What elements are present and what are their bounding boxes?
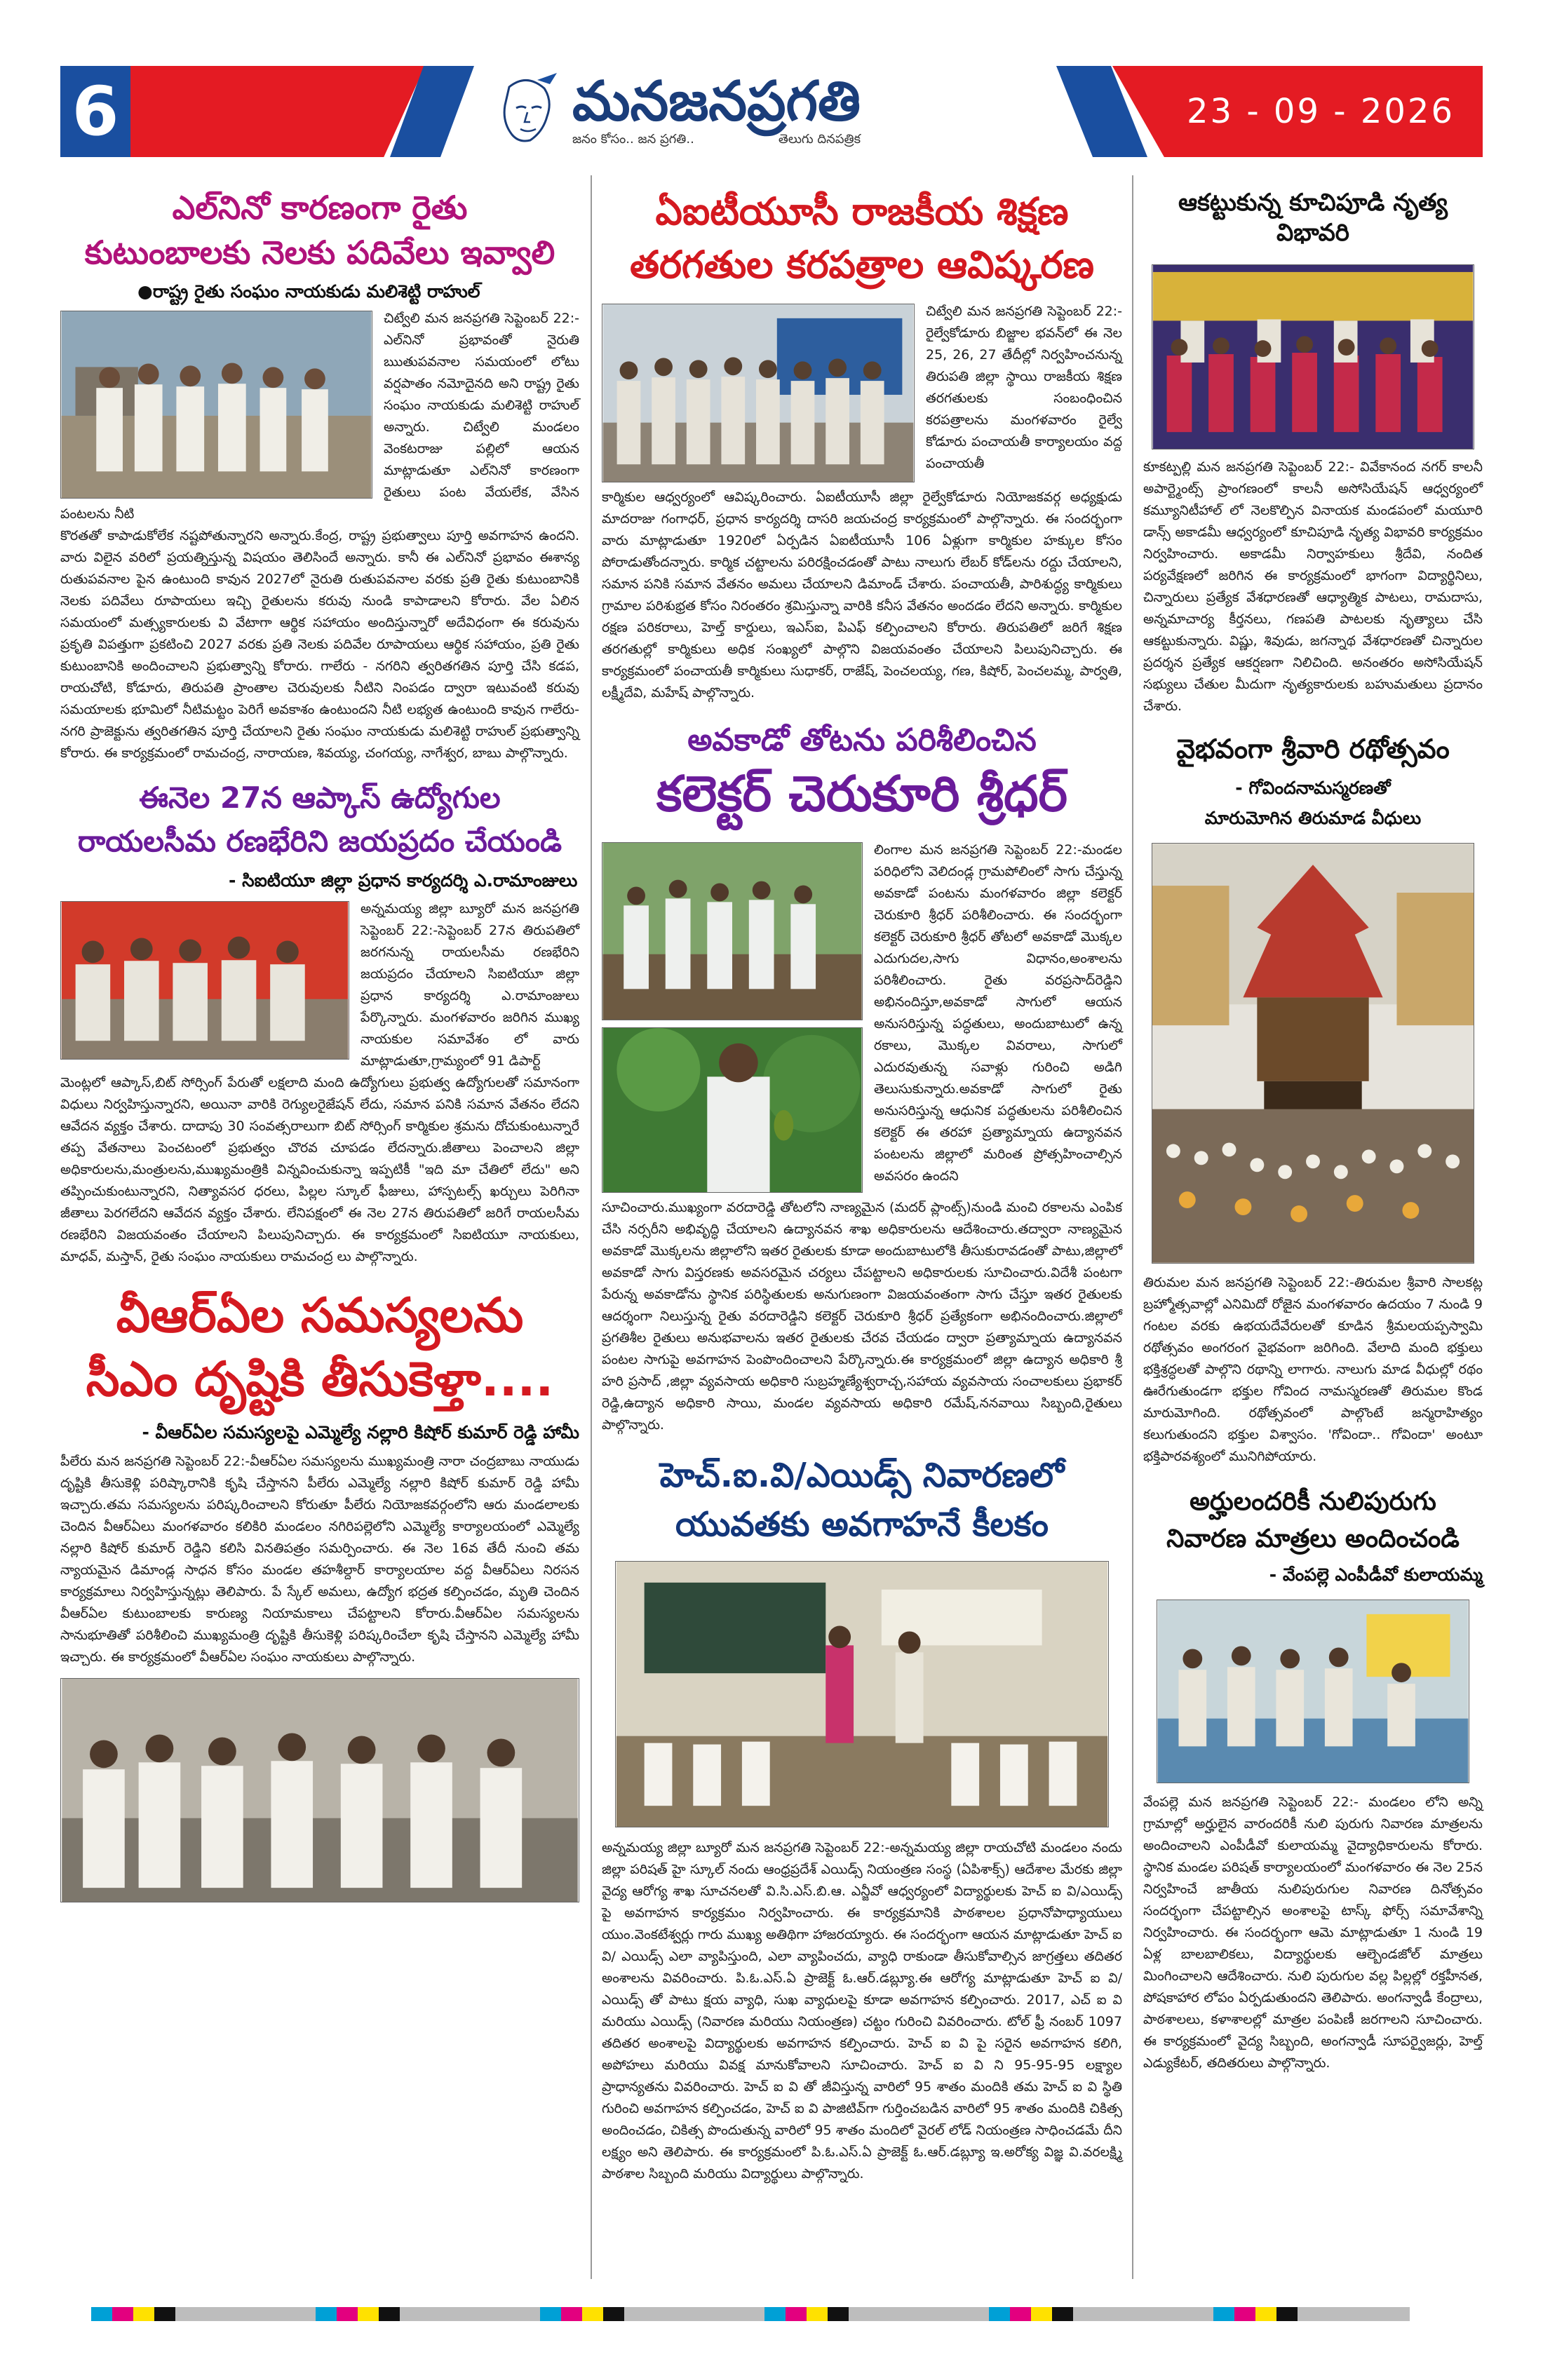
article-subhead: - సిఐటియూ జిల్లా ప్రధాన కార్యదర్శి ఎ.రామాంజులు	[229, 870, 578, 891]
article-elnino	[60, 188, 579, 764]
headline-line-2: యువతకు అవగాహనే కీలకం	[675, 1504, 1049, 1544]
farmers-group-photo	[60, 311, 372, 499]
article-apcos	[60, 780, 579, 1268]
headline-line-1: హెచ్.ఐ.వి/ఎయిడ్స్ నివారణలో	[659, 1455, 1065, 1495]
article-hiv-awareness	[602, 1454, 1122, 2185]
masthead	[60, 66, 1483, 157]
paper-name: మనజనప్రగతి	[572, 69, 861, 133]
temple-chariot-photo	[1152, 843, 1474, 1264]
headline: ఆకట్టుకున్న కూచిపూడి నృత్య విభావరి	[1178, 189, 1448, 247]
headline-line-2: తరగతుల కరపత్రాల ఆవిష్కరణ	[629, 242, 1095, 287]
newspaper-logo	[474, 66, 1056, 157]
article-deworming	[1143, 1486, 1483, 2074]
founder-portrait-icon	[488, 73, 565, 150]
paper-tagline-left: జనం కోసం.. జన ప్రగతి..	[572, 131, 694, 147]
pamphlet-release-photo	[602, 304, 915, 482]
headline-line-1: అవకాడో తోటను పరిశీలించిన	[687, 722, 1037, 758]
print-registration-bar	[49, 2307, 1494, 2321]
headline-line-2: రాయలసీమ రణభేరిని జయప్రదం చేయండి	[77, 824, 562, 859]
headline-line-1: వీఆర్ఏల సమస్యలను	[116, 1287, 524, 1344]
article-body: వేంపల్లె మన జనప్రగతి సెప్టెంబర్ 22:- మండలం లోని అన్ని గ్రామాల్లో అర్హులైన వారందరికీ నులి పురుగు నివారణ మాత్రలను అందించాలని ఎంపీడీవో కులాయమ్మ వైద్యాధికారులను కోరారు. స్థానిక మండల పరిషత్ కార్యాలయంలో మంగళవారం ఈ నెల 25న నిర్వహించే జాతీయ నులిపురుగుల నివారణ దినోత్సవం సందర్భంగా చేపట్టాల్సిన అంశాలపై టాస్క్ ఫోర్స్ సమావేశాన్ని నిర్వహించారు. ఈ సందర్భంగా ఆమె మాట్లాడుతూ 1 నుండి 19 ఏళ్ల బాలబాలికలు, విద్యార్థులకు ఆల్బెండజోల్ మాత్రలు మింగించాలని ఆదేశించారు. నులి పురుగుల వల్ల పిల్లల్లో రక్తహీనత, పోషకాహార లోపం ఏర్పడుతుందని తెలిపారు. అంగన్వాడీ కేంద్రాలు, పాఠశాలలు, కళాశాలల్లో మాత్రల పంపిణీ జరగాలని సూచించారు. ఈ కార్యక్రమంలో వైద్య సిబ్బంది, అంగన్వాడీ సూపర్వైజర్లు, హెల్త్ ఎడ్యుకేటర్, తదితరులు పాల్గొన్నారు.	[1143, 1794, 1483, 2071]
headline-line-1: ఈనెల 27న ఆప్కాస్ ఉద్యోగుల	[139, 780, 501, 815]
paper-tagline-right: తెలుగు దినపత్రిక	[778, 131, 861, 147]
headline-line-2: నివారణ మాత్రలు అందించండి	[1166, 1524, 1460, 1553]
headline-line-1: ఏఐటీయూసీ రాజకీయ శిక్షణ	[655, 189, 1069, 234]
article-body: అన్నమయ్య జిల్లా బ్యూరో మన జనప్రగతి సెప్టెంబర్ 22:-సెప్టెంబర్ 27న తిరుపతిలో జరగనున్న రాయలసీమ రణభేరిని జయప్రదం చేయాలని సిఐటియూ జిల్లా ప్రధాన కార్యదర్శి ఎ.రామాంజులు పేర్కొన్నారు. మంగళవారం జరిగిన ముఖ్య నాయకుల సమావేశం లో వారు మాట్లాడుతూ,గ్రామ్యంలో 91 డిపార్ట్	[361, 900, 579, 1069]
union-meeting-photo	[60, 901, 349, 1060]
article-body: పీలేరు మన జనప్రగతి సెప్టెంబర్ 22:-వీఆర్ఏల సమస్యలను ముఖ్యమంత్రి నారా చంద్రబాబు నాయుడు దృష్టికి తీసుకెళ్లి పరిష్కారానికి కృషి చేస్తానని పీలేరు ఎమ్మెల్యే నల్లారి కిషోర్ కుమార్ రెడ్డి హామీ ఇచ్చారు.తమ సమస్యలను పరిష్కరించాలని కోరుతూ పీలేరు నియోజకవర్గంలోని ఆరు మండలాలకు చెందిన వీఆర్ఏలు మంగళవారం కలికిరి మండలం నగిరిపల్లెలోని ఎమ్మెల్యే కార్యాలయంలో ఎమ్మెల్యే నల్లారి కిషోర్ కుమార్ రెడ్డిని కలిసి వినతిపత్రం సమర్పించారు. ఈ నెల 16వ తేదీ నుంచి తమ న్యాయమైన డిమాండ్ల సాధన కోసం మండల తహశీల్దార్ కార్యాలయాల వద్ద వీఆర్ఏలు నిరసన కార్యక్రమాలు నిర్వహిస్తున్నట్లు తెలిపారు. పే స్కేల్ అమలు, ఉద్యోగ భద్రత కల్పించడం, మృతి చెందిన వీఆర్ఏల కుటుంబాలకు కారుణ్య నియామకాలు చేపట్టాలని కోరారు.వీఆర్ఏల సమస్యలను సానుభూతితో పరిశీలించి ముఖ్యమంత్రి దృష్టికి తీసుకెళ్లి పరిష్కరించేలా కృషి చేస్తానని ఎమ్మెల్యే హామీ ఇచ్చారు. ఈ కార్యక్రమంలో వీఆర్ఏల సంఘం నాయకులు పాల్గొన్నారు.	[60, 1454, 579, 1665]
article-body: అన్నమయ్య జిల్లా బ్యూరో మన జనప్రగతి సెప్టెంబర్ 22:-అన్నమయ్య జిల్లా రాయచోటి మండలం నందు జిల్లా పరిషత్ హై స్కూల్ నందు ఆంధ్రప్రదేశ్ ఎయిడ్స్ నియంత్రణ సంస్థ (ఏపిశాక్స్) ఆదేశాల మేరకు జిల్లా వైద్య ఆరోగ్య శాఖ సూచనలతో వి.సి.ఎస్.బి.ఆ. ఎన్జీవో ఆధ్వర్యంలో విద్యార్థులకు హెచ్ ఐ వి/ఎయిడ్స్ పై అవగాహన కార్యక్రమం నిర్వహించారు. ఈ కార్యక్రమానికి పాఠశాలల ప్రధానోపాధ్యాయులు యుం.వెంకటేశ్వర్లు గారు ముఖ్య అతిథిగా హాజరయ్యారు. ఈ సందర్భంగా ఆయన మాట్లాడుతూ హెచ్ ఐ వి/ ఎయిడ్స్ ఎలా వ్యాపిస్తుంది, ఎలా వ్యాపించదు, వ్యాధి రాకుండా తీసుకోవాల్సిన జాగ్రత్తలు తదితర అంశాలను వివరించారు. పి.ఓ.ఎస్.ఏ ప్రాజెక్ట్ ఓ.ఆర్.డబ్ల్యూ.ఈ ఆరోగ్య మాట్లాడుతూ హెచ్ ఐ వి/ఎయిడ్స్ తో పాటు క్షయ వ్యాధి, సుఖ వ్యాధులపై కూడా అవగాహన కల్పించారు. 2017, ఎచ్ ఐ వి మరియు ఎయిడ్స్ (నివారణ మరియు నియంత్రణ) చట్టం గురించి వివరించారు. టోల్ ఫ్రీ నంబర్ 1097 తదితర అంశాలపై విద్యార్థులకు అవగాహన కల్పించారు. హెచ్ ఐ వి పై సరైన అవగాహన కలిగి, అపోహలు మరియు వివక్ష మానుకోవాలని సూచించారు. హెచ్ ఐ వి ని 95-95-95 లక్ష్యాల ప్రాధాన్యతను వివరించారు. హెచ్ ఐ వి తో జీవిస్తున్న వారిలో 95 శాతం మందికి తమ హెచ్ ఐ వి స్థితి గురించి అవగాహన కల్పించడం, హెచ్ ఐ వి పాజిటివ్‌గా గుర్తించబడిన వారిలో 95 శాతం మందికి చికిత్స అందించడం, చికిత్స పొందుతున్న వారిలో 95 శాతం మందిలో వైరల్ లోడ్ నియంత్రణ సాధించడమే దీని లక్ష్యం అని తెలిపారు. ఈ కార్యక్రమంలో పి.ఓ.ఎస్.ఏ ప్రాజెక్ట్ ఓ.ఆర్.డబ్ల్యూ ఇ.అరోక్య విజ్ఞ వి.వరలక్ష్మి పాఠశాల సిబ్బంది మరియు విద్యార్థులు పాల్గొన్నారు.	[602, 1839, 1122, 2182]
article-body: చిట్వేలి మన జనప్రగతి సెప్టెంబర్ 22:-రైల్వేకోడూరు బిజ్జాల భవన్‌లో ఈ నెల 25, 26, 27 తేదీల్లో నిర్వహించనున్న తిరుపతి జిల్లా స్థాయి రాజకీయ శిక్షణ తరగతులకు సంబంధించిన కరపత్రాలను మంగళవారం రైల్వే కోడూరు పంచాయతీ కార్యాలయం వద్ద పంచాయతీ	[926, 304, 1122, 471]
article-aituc	[602, 188, 1122, 704]
article-avocado	[602, 721, 1122, 1436]
article-body-continued: మెంట్లలో ఆప్కాస్,బిట్ సోర్సింగ్ పేరుతో లక్షలాది మంది ఉద్యోగులు ప్రభుత్వ ఉద్యోగులతో సమానంగా విధులు నిర్వహిస్తున్నారని, అయినా వారికి రెగ్యులరైజేషన్ లేదు, సమాన పనికి సమాన వేతనం లేదని ఆవేదన వ్యక్తం చేశారు. దాదాపు 30 సంవత్సరాలుగా బిట్ సోర్సింగ్ కార్మికుల శ్రమను దోచుకుంటున్నారే తప్ప వేతనాలు పెంచటంలో ప్రభుత్వం చొరవ చూపడం లేదన్నారు.జీతాలు పెంచాలని జిల్లా అధికారులను,మంత్రులను,ముఖ్యమంత్రికి విన్నవించుకున్నా ఇప్పటికీ "ఇది మా చేతిలో లేదు" అని తప్పించుకుంటున్నారని, నిత్యావసర ధరలు, పిల్లల స్కూల్ ఫీజులు, హాస్పటల్స్ ఖర్చులు పెరిగినా జీతాలు పెరగలేదని ఆవేదన వ్యక్తం చేశారు. లేనిపక్షంలో ఈ నెల 27న తిరుపతిలో జరిగే రాయలసీమ రణభేరిని విజయవంతం చేయాలని పిలుపునిచ్చారు. ఈ కార్యక్రమంలో సిఐటియూ నాయకులు, మాధవ్, మస్తాన్, రైతు సంఘం నాయకులు రామచంద్ర లు పాల్గొన్నారు.	[60, 1074, 579, 1264]
article-body: కూకట్పల్లి మన జనప్రగతి సెప్టెంబర్ 22:- వివేకానంద నగర్ కాలనీ అపార్ట్మెంట్స్ ప్రాంగణంలో కాలనీ అసోసియేషన్ ఆధ్వర్యంలో కమ్యూనిటీహాల్ లో నెలకొల్పిన వినాయక మండపంలో మయూరి డాన్స్ అకాడమీ ఆధ్వర్యంలో కూచిపూడి నృత్య విభావరి కార్యక్రమం నిర్వహించారు. అకాడమీ నిర్వాహకులు శ్రీదేవి, నందిత పర్యవేక్షణలో జరిగిన ఈ కార్యక్రమంలో భాగంగా విద్యార్థినిలు, చిన్నారులు ప్రత్యేక వేశధారణతో ఆధ్యాత్మిక పాటలు, రామదాసు, అన్నమాచార్య కీర్తనలు, గణపతి పాటలకు నృత్యాలు చేసి ఆకట్టుకున్నారు. విష్ణు, శివుడు, జగన్నాథ వేశధారణతో చిన్నారుల ప్రదర్శన ప్రత్యేక ఆకర్షణగా నిలిచింది. అనంతరం అసోసియేషన్ సభ్యులు చేతుల మీదుగా నృత్యకారులకు బహుమతులు ప్రదానం చేశారు.	[1143, 459, 1483, 714]
article-body-continued: సూచించారు.ముఖ్యంగా వరదారెడ్డి తోటలోని నాణ్యమైన (మదర్ ప్లాంట్స్)నుండి మంచి రకాలను ఎంపిక చేసి నర్సరీని అభివృద్ధి చేయాలని ఉద్యానవన శాఖ అధికారులను ఆదేశించారు.తద్వారా నాణ్యమైన అవకాడో మొక్కలను జిల్లాలోని ఇతర రైతులకు కూడా అందుబాటులోకి తీసుకురావడంతో పాటు,జిల్లాలో అవకాడో సాగు విస్తరణకు అవసరమైన చర్యలు చేపట్టాలని అధికారులకు సూచించారు.విదేశీ పంటగా పేరున్న అవకాడోను స్థానిక పరిస్థితులకు అనుగుణంగా విజయవంతంగా సాగు చేస్తూ ఇతర రైతులకు ఆదర్శంగా నిలుస్తున్న రైతు వరదారెడ్డిని కలెక్టర్ చెరుకూరి శ్రీధర్ ప్రత్యేకంగా అభినందించారు.జిల్లాలో ప్రగతిశీల రైతులు అనుభవాలను ఇతర రైతులకు చేరవ చేయడం ద్వారా ప్రత్యామ్నాయ ఉద్యానవన పంటల సాగుపై అవగాహన పెంపొందించాలని పేర్కొన్నారు.ఈ కార్యక్రమంలో జిల్లా ఉద్యాన అధికారి శ్రీ హరి ప్రసాద్ ,జిల్లా వ్యవసాయ అధికారి సుబ్రహ్మణ్యేశ్వరాచ్చ,సహాయ వ్యవసాయ సంచాలకులు ప్రభాకర్ రెడ్డి,ఉద్యాన అధికారి సాయి, మండల వ్యవసాయ అధికారి రమేష్,ననవాయి సిబ్బంది,రైతులు పాల్గొన్నారు.	[602, 1199, 1122, 1433]
article-body: చిట్వేలి మన జనప్రగతి సెప్టెంబర్ 22:-ఎల్‌నినో ప్రభావంతో నైరుతి ఋతుపవనాల సమయంలో లోటు వర్షపాతం నమోదైనది అని రాష్ట్ర రైతు సంఘం నాయకుడు మలిశెట్టి రాహుల్ అన్నారు. చిట్వేలి మండలం వెంకటరాజు పల్లిలో ఆయన మాట్లాడుతూ ఎల్‌నినో కారణంగా రైతులు పంట వేయలేక, వేసిన పంటలను నీటి	[60, 310, 579, 522]
headline-line-2: సీఎం దృష్టికి తీసుకెళ్తా....	[86, 1351, 554, 1407]
headline-line-2: కలెక్టర్ చెరుకూరి శ్రీధర్	[656, 765, 1068, 823]
headline-line-1: ఎల్‌నినో కారణంగా రైతు	[172, 189, 468, 226]
article-subhead: - వీఆర్ఏల సమస్యలపై ఎమ్మెల్యే నల్లారి కిషోర్ కుమార్ రెడ్డి హామీ	[142, 1421, 579, 1442]
masthead-red-band-left	[130, 66, 425, 157]
article-body: లింగాల మన జనప్రగతి సెప్టెంబర్ 22:-మండల పరిధిలోని వెలిదండ్ల గ్రామపోలింలో సాగు చేస్తున్న అవకాడో పంటను మంగళవారం జిల్లా కలెక్టర్ చెరుకూరి శ్రీధర్ పరిశీలించారు. ఈ సందర్భంగా కలెక్టర్ చెరుకూరి శ్రీధర్ తోటలో అవకాడో మొక్కల ఎదుగుదల,సాగు విధానం,అంశాలను పరిశీలించారు. రైతు వరప్రసాద్‌రెడ్డిని అభినందిస్తూ,అవకాడో సాగులో ఆయన అనుసరిస్తున్న పద్ధతులు, అందుబాటులో ఉన్న రకాలు, మొక్కల వివరాలు, సాగులో ఎదురవుతున్న సవాళ్లు గురించి అడిగి తెలుసుకున్నారు.అవకాడో సాగులో రైతు అనుసరిస్తున్న ఆధునిక పద్ధతులను పరిశీలించిన కలెక్టర్ ఈ తరహా ప్రత్యామ్నాయ ఉద్యానవన పంటలను జిల్లాలో మరింత ప్రోత్సహించాల్సిన అవసరం ఉందని	[874, 841, 1122, 1184]
vra-memorandum-photo	[60, 1678, 579, 1902]
article-subhead-line-1: - గోవిందనామస్మరణతో	[1235, 777, 1391, 798]
article-body: తిరుమల మన జనప్రగతి సెప్టెంబర్ 22:-తిరుమల శ్రీవారి సాలకట్ల బ్రహ్మోత్సవాల్లో ఎనిమిదో రోజైన మంగళవారం ఉదయం 7 నుండి 9 గంటల వరకు ఉభయదేవేరులతో కూడిన శ్రీమలయప్పస్వామి రథోత్సవం అంగరంగ వైభవంగా జరిగింది. వేలాది మంది భక్తులు భక్తిశ్రద్ధలతో పాల్గొని రథాన్ని లాగారు. నాలుగు మాడ వీధుల్లో రథం ఊరేగుతుండగా భక్తుల గోవింద నామస్మరణతో తిరుమల కొండ మారుమోగింది. రథోత్సవంలో పాల్గొంటే జన్మరాహిత్యం కలుగుతుందని భక్తుల విశ్వాసం. 'గోవిందా.. గోవిందా' అంటూ భక్తిపారవశ్యంలో మునిగిపోయారు.	[1143, 1275, 1483, 1464]
headline: వైభవంగా శ్రీవారి రథోత్సవం	[1176, 733, 1450, 764]
article-subhead: - వేంపల్లె ఎంపీడీవో కులాయమ్మ	[1269, 1564, 1483, 1585]
headline-line-1: అర్హులందరికీ నులిపురుగు	[1190, 1487, 1436, 1516]
page-number: 6	[60, 66, 130, 157]
headline-line-2: కుటుంబాలకు నెలకు పదివేలు ఇవ్వాలి	[84, 233, 555, 271]
dance-performance-photo	[1152, 264, 1474, 449]
article-vra	[60, 1286, 579, 1903]
article-body-continued: కార్మికుల ఆధ్వర్యంలో ఆవిష్కరించారు. ఏఐటీయూసీ జిల్లా రైల్వేకోడూరు నియోజకవర్గ అధ్యక్షుడు మాదరాజు గంగాధర్, ప్రధాన కార్యదర్శి దాసరి జయచంద్ర కార్యక్రమంలో పాల్గొన్నారు. ఈ సందర్భంగా వారు మాట్లాడుతూ 1920లో ఏర్పడిన ఏఐటీయూసీ 106 ఏళ్లుగా కార్మికుల హక్కుల కోసం పోరాడుతోందన్నారు. కార్మిక చట్టాలను పరిరక్షించడంతో పాటు నాలుగు లేబర్ కోడ్‌లను రద్దు చేయాలని, సమాన పనికి సమాన వేతనం అమలు చేయాలని డిమాండ్ చేశారు. పంచాయతీ, పారిశుద్ధ్య కార్మికులు గ్రామాల పరిశుభ్రత కోసం నిరంతరం శ్రమిస్తున్నా వారికి కనీస వేతనం అందడం లేదని అన్నారు. కార్మికుల రక్షణ పరికరాలు, హెల్త్ కార్డులు, ఇఎస్ఐ, పిఎఫ్ కల్పించాలని కోరారు. తిరుపతిలో జరిగే శిక్షణ తరగతుల్లో కార్మికులు అధిక సంఖ్యలో పాల్గొని విజయవంతం చేయాలని పిలుపునిచ్చారు. ఈ కార్యక్రమంలో పంచాయతీ కార్మికులు సుధాకర్, రాజేష్, పెంచలయ్య, గణ, కిషోర్, పెంచలమ్మ, పార్వతి, లక్ష్మీదేవి, మహేష్ పాల్గొన్నారు.	[602, 489, 1122, 701]
column-3	[1143, 188, 1483, 2074]
column-2	[602, 188, 1122, 2185]
article-body-continued: కొరతతో కాపాడుకోలేక నష్టపోతున్నారని అన్నారు.కేంద్ర, రాష్ట్ర ప్రభుత్వాలు పూర్తి అవగాహన ఉందని. వారు విలైన వరిలో ప్రయత్నిస్తున్న విషయం తెలిసిందే అన్నారు. కానీ ఈ ఎల్‌నినో ప్రభావం ఈశాన్య రుతుపవనాల పైన ఉంటుంది కావున 2027లో నైరుతి రుతుపవనాల వరకు ప్రతి రైతు కుటుంబానికి నెలకు పదివేలు రూపాయలు ఇచ్చి రైతులను కరువు నుండి కాపాడాలని కోరారు. వేల ఏలిన సమయంలో మత్స్యకారులకు వి వేటాగా ఆర్థిక సహాయం అందిస్తున్నారో అదేవిధంగా ఈ కరువును ప్రకృతి విపత్తుగా ప్రకటించి 2027 వరకు ప్రతి నెలకు పదివేల రూపాయలు ఆర్థిక సహాయం, ప్రతి రైతు కుటుంబానికి అందించాలని ప్రభుత్వాన్ని కోరారు. గాలేరు - నగరిని త్వరితగతిన పూర్తి చేసి కడప, రాయచోటి, కోడూరు, తిరుపతి ప్రాంతాల చెరువులకు నీటిని నింపడం ద్వారా ఇటువంటి కరువు సమయాలకు భూమిలో నీటిమట్టం పెరిగే అవకాశం ఉంటుందని నీటి లభ్యత ఉంటుంది కావున గాలేరు- నగరి ప్రాజెక్టును త్వరితగతిన పూర్తి చేయాలని రైతు సంఘం నాయకుడు మలిశెట్టి రాహుల్ ప్రభుత్వాన్ని కోరారు. ఈ కార్యక్రమంలో రామచంద్ర, నారాయణ, శివయ్య, చంగయ్య, నాగేశ్వర, బాబు పాల్గొన్నారు.	[60, 527, 579, 761]
mpdo-meeting-photo	[1157, 1600, 1469, 1783]
issue-date: 23 - 09 - 2026	[1187, 92, 1455, 131]
column-divider	[1132, 175, 1133, 2279]
avocado-tree-photo	[602, 1027, 863, 1193]
article-subhead-line-2: మారుమోగిన తిరుమాడ వీధులు	[1204, 808, 1422, 829]
article-kuchipudi	[1143, 188, 1483, 717]
collector-inspection-photo	[602, 842, 863, 1020]
classroom-awareness-photo	[615, 1561, 1109, 1827]
article-subhead: ●రాష్ట్ర రైతు సంఘం నాయకుడు మలిశెట్టి రాహుల్	[137, 281, 480, 302]
column-divider	[591, 175, 592, 2279]
column-1	[60, 188, 579, 1902]
article-rathotsavam	[1143, 733, 1483, 1468]
